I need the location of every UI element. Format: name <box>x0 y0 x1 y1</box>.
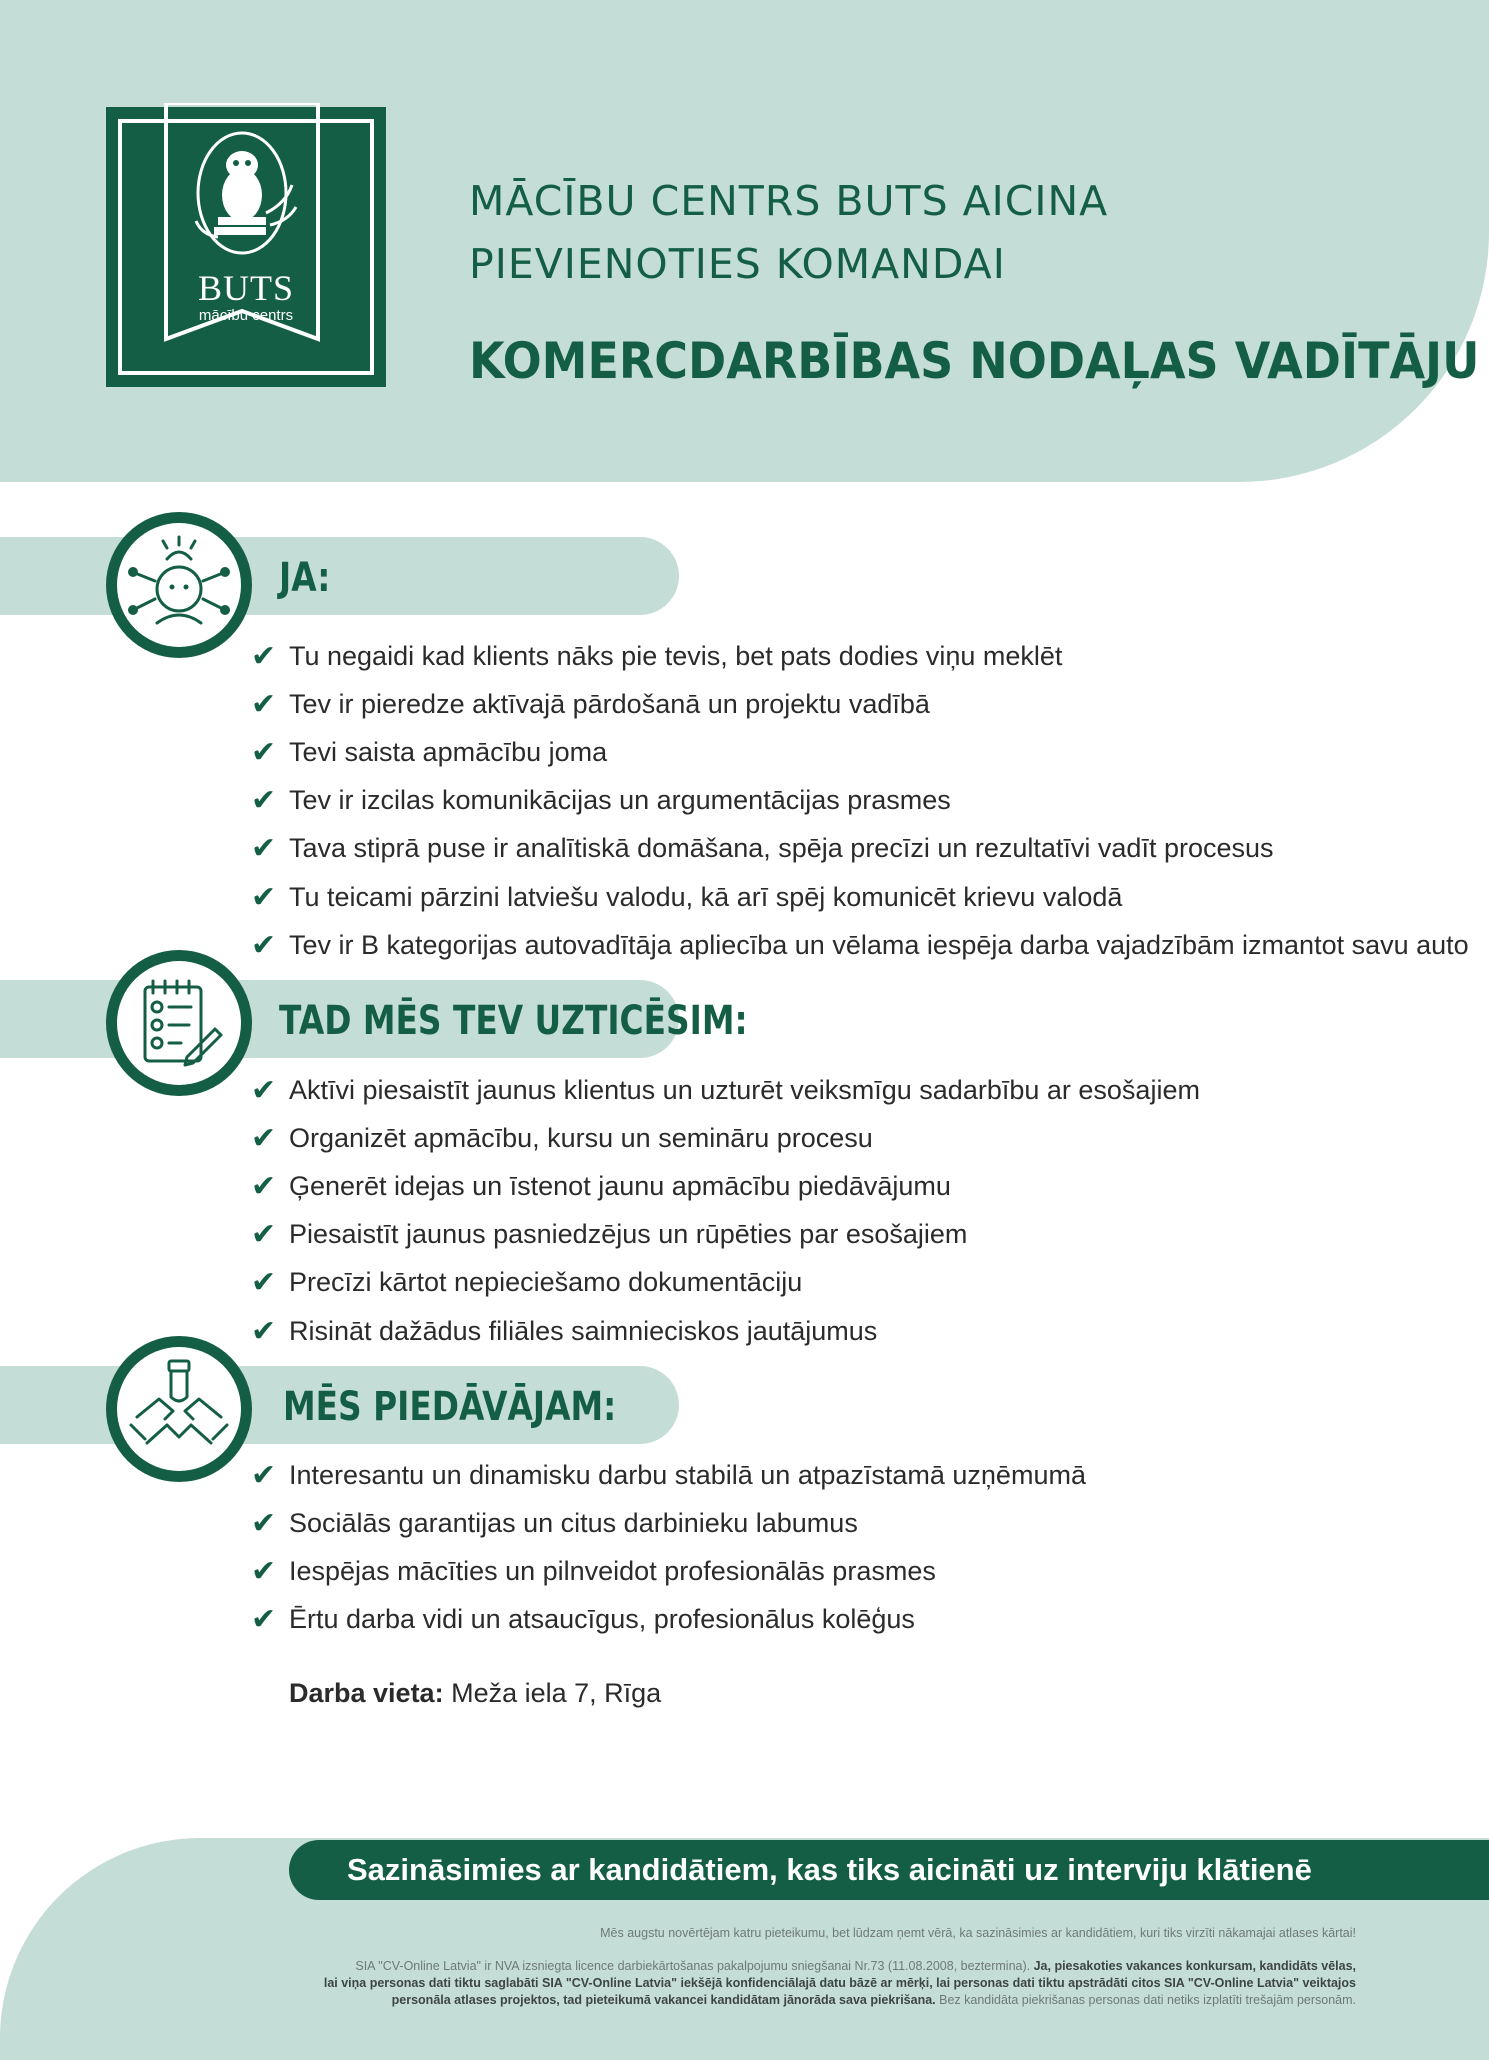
responsibilities-list <box>251 1066 1200 1355</box>
list-item <box>251 1451 1086 1499</box>
person-idea-icon <box>106 512 252 658</box>
footer-legal-line <box>355 1959 1356 1973</box>
workplace <box>289 1678 661 1709</box>
list-item <box>251 1259 1200 1307</box>
list-item-text: Precīzi kārtot nepieciešamo dokumentāciju <box>289 1267 803 1298</box>
list-item <box>251 1547 1086 1595</box>
section-title: JA: <box>279 555 331 601</box>
list-item-text: Tev ir izcilas komunikācijas un argumentācijas prasmes <box>289 785 951 816</box>
contact-text: Sazināsimies ar kandidātiem, kas tiks aicināti uz interviju klātienē <box>347 1852 1312 1887</box>
checkmark-icon: ✔ <box>251 638 277 674</box>
checkmark-icon: ✔ <box>251 1313 277 1349</box>
checkmark-icon: ✔ <box>251 1217 277 1253</box>
contact-banner <box>289 1840 1489 1900</box>
footer-note: Mēs augstu novērtējam katru pieteikumu, bet lūdzam ņemt vērā, ka sazināsimies ar kandidātiem, kuri tiks virzīti nākamajai atlases kārtai! <box>600 1926 1356 1940</box>
checkmark-icon: ✔ <box>251 1553 277 1589</box>
list-item <box>251 632 1469 680</box>
workplace-address: Meža iela 7, Rīga <box>443 1678 662 1708</box>
list-item-text: Organizēt apmācību, kursu un semināru procesu <box>289 1122 873 1153</box>
requirements-list <box>251 632 1469 969</box>
checkmark-icon: ✔ <box>251 1265 277 1301</box>
checklist-icon <box>106 950 252 1096</box>
list-item-text: Ērtu darba vidi un atsaucīgus, profesionālus kolēģus <box>289 1604 915 1635</box>
list-item-text: Interesantu un dinamisku darbu stabilā un atpazīstamā uzņēmumā <box>289 1459 1086 1490</box>
list-item <box>251 1114 1200 1162</box>
list-item-text: Tev ir pieredze aktīvajā pārdošanā un projektu vadībā <box>289 688 930 719</box>
list-item <box>251 1499 1086 1547</box>
list-item-text: Tava stiprā puse ir analītiskā domāšana, spēja precīzi un rezultatīvi vadīt procesus <box>289 833 1274 864</box>
list-item-text: Sociālās garantijas un citus darbinieku labumus <box>289 1507 858 1538</box>
legal-text: Bez kandidāta piekrišanas personas dati netiks izplatīti trešajām personām. <box>935 1993 1356 2007</box>
checkmark-icon: ✔ <box>251 1120 277 1156</box>
checkmark-icon: ✔ <box>251 1168 277 1204</box>
list-item-text: Tevi saista apmācību joma <box>289 736 608 767</box>
list-item <box>251 777 1469 825</box>
buts-logo <box>106 107 386 387</box>
list-item-text: Tu negaidi kad klients nāks pie tevis, bet pats dodies viņu meklēt <box>289 640 1063 671</box>
list-item <box>251 1307 1200 1355</box>
legal-text-bold: lai viņa personas dati tiktu saglabāti SIA "CV-Online Latvia" iekšējā konfidenciālajā datu bāzē ar mērķi, lai personas dati tiktu apstrādāti citos SIA "CV-Online Latvia" veiktajos <box>323 1976 1356 1990</box>
list-item <box>251 921 1469 969</box>
footer-legal-line <box>392 1993 1356 2007</box>
checkmark-icon: ✔ <box>251 1072 277 1108</box>
section-title: MĒS PIEDĀVĀJAM: <box>283 1384 617 1430</box>
logo-name: BUTS <box>197 268 295 308</box>
checkmark-icon: ✔ <box>251 831 277 867</box>
section-header-bar <box>0 537 679 615</box>
checkmark-icon: ✔ <box>251 686 277 722</box>
list-item-text: Ģenerēt idejas un īstenot jaunu apmācību piedāvājumu <box>289 1170 951 1201</box>
list-item <box>251 680 1469 728</box>
list-item <box>251 728 1469 776</box>
workplace-label: Darba vieta: <box>289 1678 444 1708</box>
list-item-text: Risināt dažādus filiāles saimnieciskos jautājumus <box>289 1315 878 1346</box>
invite-line-2: PIEVIENOTIES KOMANDAI <box>469 240 1006 288</box>
list-item-text: Iespējas mācīties un pilnveidot profesionālās prasmes <box>289 1555 936 1586</box>
checkmark-icon: ✔ <box>251 734 277 770</box>
list-item-text: Piesaistīt jaunus pasniedzējus un rūpēties par esošajiem <box>289 1219 968 1250</box>
list-item <box>251 1066 1200 1114</box>
invite-line-1: MĀCĪBU CENTRS BUTS AICINA <box>469 177 1109 225</box>
list-item <box>251 1162 1200 1210</box>
checkmark-icon: ✔ <box>251 1505 277 1541</box>
list-item-text: Tu teicami pārzini latviešu valodu, kā arī spēj komunicēt krievu valodā <box>289 881 1123 912</box>
checkmark-icon: ✔ <box>251 927 277 963</box>
teamwork-hands-icon <box>106 1336 252 1482</box>
section-title: TAD MĒS TEV UZTICĒSIM: <box>279 998 748 1044</box>
list-item <box>251 873 1469 921</box>
list-item <box>251 825 1469 873</box>
checkmark-icon: ✔ <box>251 1457 277 1493</box>
legal-text-bold: Ja, piesakoties vakances konkursam, kandidāts vēlas, <box>1033 1959 1356 1973</box>
logo-subtitle: mācību centrs <box>198 307 294 324</box>
checkmark-icon: ✔ <box>251 1602 277 1638</box>
legal-text: SIA "CV-Online Latvia" ir NVA izsniegta licence darbiekārtošanas pakalpojumu sniegšanai Nr.73 (11.08.2008, beztermina). <box>355 1959 1034 1973</box>
legal-text-bold: personāla atlases projektos, tad pieteikumā vakancei kandidātam jānorāda sava piekrišana. <box>391 1993 936 2007</box>
list-item <box>251 1596 1086 1644</box>
checkmark-icon: ✔ <box>251 783 277 819</box>
footer-legal-line <box>324 1976 1356 1990</box>
list-item-text: Tev ir B kategorijas autovadītāja apliecība un vēlama iespēja darba vajadzībām izmantot savu auto <box>289 929 1469 960</box>
list-item <box>251 1211 1200 1259</box>
offer-list <box>251 1451 1086 1644</box>
checkmark-icon: ✔ <box>251 879 277 915</box>
position-title: KOMERCDARBĪBAS NODAĻAS VADĪTĀJU <box>469 332 1480 390</box>
list-item-text: Aktīvi piesaistīt jaunus klientus un uzturēt veiksmīgu sadarbību ar esošajiem <box>289 1074 1200 1105</box>
